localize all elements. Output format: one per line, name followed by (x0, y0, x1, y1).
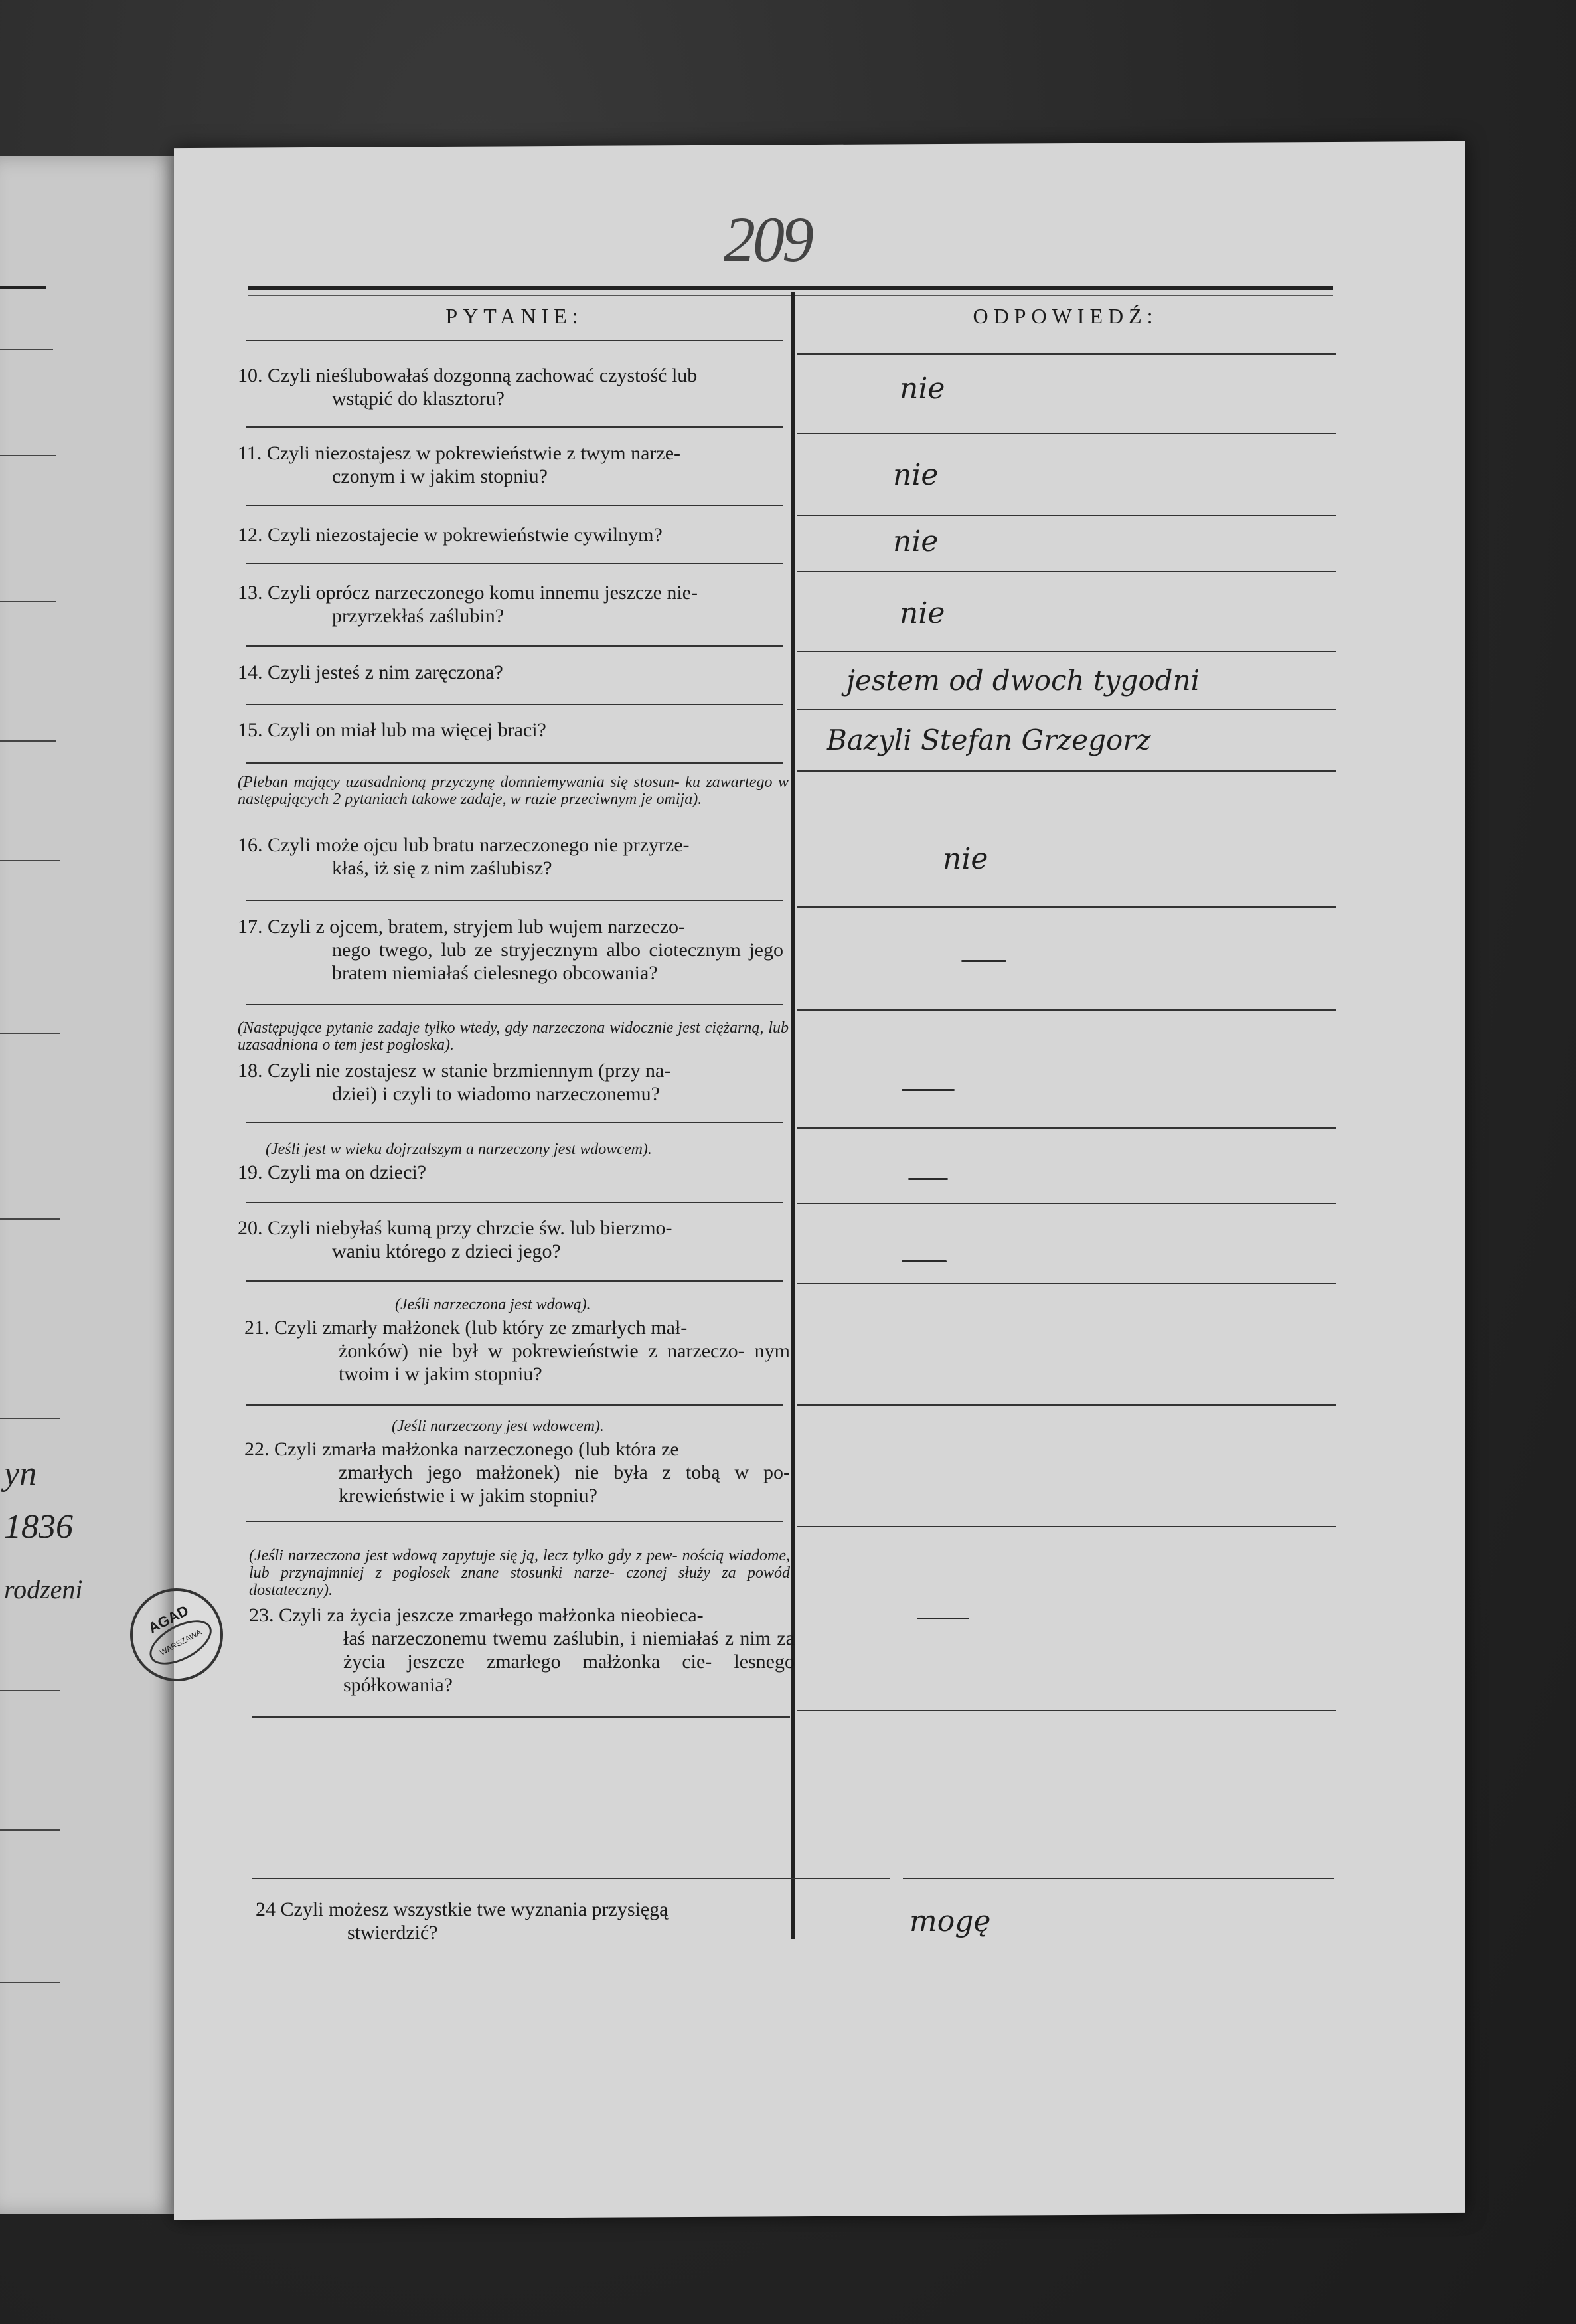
answer-15: Bazyli Stefan Grzegorz (827, 724, 1151, 756)
page-number: 209 (724, 204, 811, 275)
question-number: 19. (238, 1161, 263, 1183)
question-text: Czyli niebyłaś kumą przy chrzcie św. lub bierzmo- (268, 1217, 672, 1239)
row-rule (246, 505, 783, 506)
left-rule (0, 860, 60, 861)
left-handwriting: yn (4, 1455, 37, 1493)
row-rule (797, 1404, 1336, 1406)
question-text: Czyli niezostajecie w pokrewieństwie cywilnym? (268, 524, 663, 546)
question-text: Czyli nie zostajesz w stanie brzmiennym (przy na- (268, 1060, 671, 1082)
row-rule (246, 704, 783, 705)
question-24 (256, 1898, 760, 1944)
row-rule (246, 340, 783, 341)
stamp-inner-text: WARSZAWA (143, 1612, 218, 1674)
question-number: 22. (244, 1438, 270, 1460)
question-22 (244, 1438, 790, 1507)
question-14 (238, 661, 783, 684)
left-rule (0, 740, 56, 742)
row-rule (252, 1716, 790, 1718)
answer-13: nie (900, 596, 945, 630)
row-rule (246, 1122, 783, 1123)
left-rule (0, 349, 53, 350)
row-rule (252, 1878, 890, 1879)
question-number: 20. (238, 1217, 263, 1239)
question-text-cont: przyrzekłaś zaślubin? (332, 605, 505, 627)
question-text: Czyli jesteś z nim zaręczona? (268, 661, 503, 683)
row-rule (797, 1526, 1336, 1527)
left-rule (0, 1829, 60, 1831)
row-rule (797, 353, 1336, 355)
instruction-note: (Jeśli narzeczona jest wdową zapytuje się ją, lecz tylko gdy z pew- nością wiadome, lub przynajmniej z pogłosek znane stosunki narze- czonej służy za powód dostateczny). (249, 1547, 790, 1599)
row-rule (797, 515, 1336, 516)
question-text: Czyli niezostajesz w pokrewieństwie z twym narze- (266, 442, 681, 464)
top-rule (248, 286, 1333, 290)
question-number: 14. (238, 661, 263, 683)
question-21 (244, 1316, 790, 1386)
row-rule (246, 563, 783, 564)
row-rule (797, 1127, 1336, 1129)
question-text-cont: waniu którego z dzieci jego? (332, 1240, 561, 1262)
answer-11: nie (893, 458, 939, 492)
question-number: 10. (238, 365, 263, 386)
row-rule (246, 1004, 783, 1005)
stamp-text: AGAD (145, 1602, 192, 1637)
instruction-note: (Jeśli narzeczony jest wdowcem). (392, 1418, 604, 1435)
row-rule (246, 426, 783, 428)
question-text: Czyli za życia jeszcze zmarłego małżonka nieobieca- (279, 1604, 704, 1626)
question-12 (238, 523, 783, 546)
answer-20-dash (902, 1260, 947, 1262)
question-text: Czyli zmarła małżonka narzeczonego (lub która ze (274, 1438, 679, 1460)
question-23 (249, 1604, 795, 1697)
question-text-cont: nego twego, lub ze stryjecznym albo ciotecznym jego bratem niemiałaś cielesnego obcowania? (332, 939, 783, 984)
question-number: 15. (238, 719, 263, 741)
row-rule (246, 1404, 783, 1406)
answer-10: nie (900, 372, 945, 406)
row-rule (246, 900, 783, 901)
question-number: 11. (238, 442, 262, 464)
question-number: 23. (249, 1604, 274, 1626)
left-rule (0, 455, 56, 456)
left-rule (0, 1033, 60, 1034)
row-rule (903, 1878, 1334, 1879)
row-rule (246, 762, 783, 764)
question-column-header: PYTANIE: (445, 304, 584, 328)
question-18 (238, 1059, 783, 1106)
row-rule (797, 433, 1336, 434)
answer-23-dash (917, 1618, 969, 1619)
instruction-note: (Pleban mający uzasadnioną przyczynę domniemywania się stosun- ku zawartego w następujących 2 pytaniach takowe zadaje, w razie przeciwnym je omija). (238, 774, 789, 808)
question-text: Czyli z ojcem, bratem, stryjem lub wujem narzeczo- (268, 916, 685, 938)
question-15 (238, 718, 783, 742)
answer-12: nie (893, 525, 939, 558)
row-rule (797, 1009, 1336, 1011)
instruction-note: (Jeśli narzeczona jest wdową). (395, 1296, 591, 1313)
question-text: Czyli możesz wszystkie twe wyznania przysięgą (280, 1898, 669, 1920)
row-rule (797, 1710, 1336, 1711)
question-13 (238, 581, 783, 627)
left-rule (0, 1418, 60, 1419)
question-19 (238, 1161, 783, 1184)
row-rule (797, 1283, 1336, 1284)
answer-17-dash (961, 960, 1006, 962)
question-text: Czyli ma on dzieci? (268, 1161, 427, 1183)
question-text-cont: wstąpić do klasztoru? (332, 388, 505, 410)
row-rule (246, 1521, 783, 1522)
question-text: Czyli nieślubowałaś dozgonną zachować czystość lub (268, 365, 698, 386)
row-rule (797, 906, 1336, 908)
row-rule (246, 645, 783, 647)
left-handwriting: 1836 (4, 1508, 73, 1546)
question-number: 12. (238, 524, 263, 546)
question-text-cont: łaś narzeczonemu twemu zaślubin, i niemiałaś z nim za życia jeszcze zmarłego małżonka cie- lesnego spółkowania? (343, 1627, 795, 1696)
question-text: Czyli oprócz narzeczonego komu innemu jeszcze nie- (268, 582, 698, 604)
question-11 (238, 442, 783, 488)
left-page-fragment (0, 156, 184, 2214)
question-text-cont: czonym i w jakim stopniu? (332, 465, 548, 487)
answer-column-header: ODPOWIEDŹ: (973, 304, 1158, 328)
question-10 (238, 364, 783, 410)
left-handwriting: rodzeni (4, 1574, 83, 1604)
answer-24: mogę (909, 1904, 991, 1938)
left-rule (0, 1690, 60, 1691)
left-rule (0, 1218, 60, 1220)
question-text-cont: zmarłych jego małżonek) nie była z tobą w po- krewieństwie i w jakim stopniu? (339, 1461, 790, 1507)
question-number: 13. (238, 582, 263, 604)
question-16 (238, 833, 783, 880)
question-text-cont: dziei) i czyli to wiadomo narzeczonemu? (332, 1083, 660, 1105)
answer-14: jestem od dwoch tygodni (846, 664, 1200, 697)
row-rule (797, 571, 1336, 572)
question-number: 16. (238, 834, 263, 856)
question-17 (238, 915, 783, 985)
answer-18-dash (902, 1089, 955, 1091)
row-rule (246, 1202, 783, 1203)
question-text: Czyli on miał lub ma więcej braci? (268, 719, 546, 741)
question-number: 21. (244, 1317, 270, 1339)
row-rule (246, 1280, 783, 1282)
question-text-cont: żonków) nie był w pokrewieństwie z narzeczo- nym twoim i w jakim stopniu? (339, 1340, 790, 1385)
question-text: Czyli może ojcu lub bratu narzeczonego nie przyrze- (268, 834, 690, 856)
question-20 (238, 1216, 783, 1263)
left-rule (0, 286, 46, 289)
question-number: 17. (238, 916, 263, 938)
row-rule (797, 770, 1336, 772)
row-rule (797, 1203, 1336, 1204)
question-text-cont: kłaś, iż się z nim zaślubisz? (332, 857, 552, 879)
answer-19-dash (908, 1178, 948, 1180)
answer-16: nie (943, 842, 988, 876)
instruction-note: (Następujące pytanie zadaje tylko wtedy, gdy narzeczona widocznie jest ciężarną, lub uzasadniona o tem jest pogłoska). (238, 1019, 789, 1054)
top-rule-thin (248, 295, 1333, 296)
question-text-cont: stwierdzić? (347, 1922, 438, 1944)
row-rule (797, 651, 1336, 652)
left-rule (0, 1982, 60, 1983)
row-rule (797, 709, 1336, 710)
question-text: Czyli zmarły małżonek (lub który ze zmarłych mał- (274, 1317, 688, 1339)
instruction-note: (Jeśli jest w wieku dojrzalszym a narzeczony jest wdowcem). (266, 1141, 652, 1158)
question-number: 24 (256, 1898, 276, 1920)
question-number: 18. (238, 1060, 263, 1082)
left-rule (0, 601, 56, 602)
